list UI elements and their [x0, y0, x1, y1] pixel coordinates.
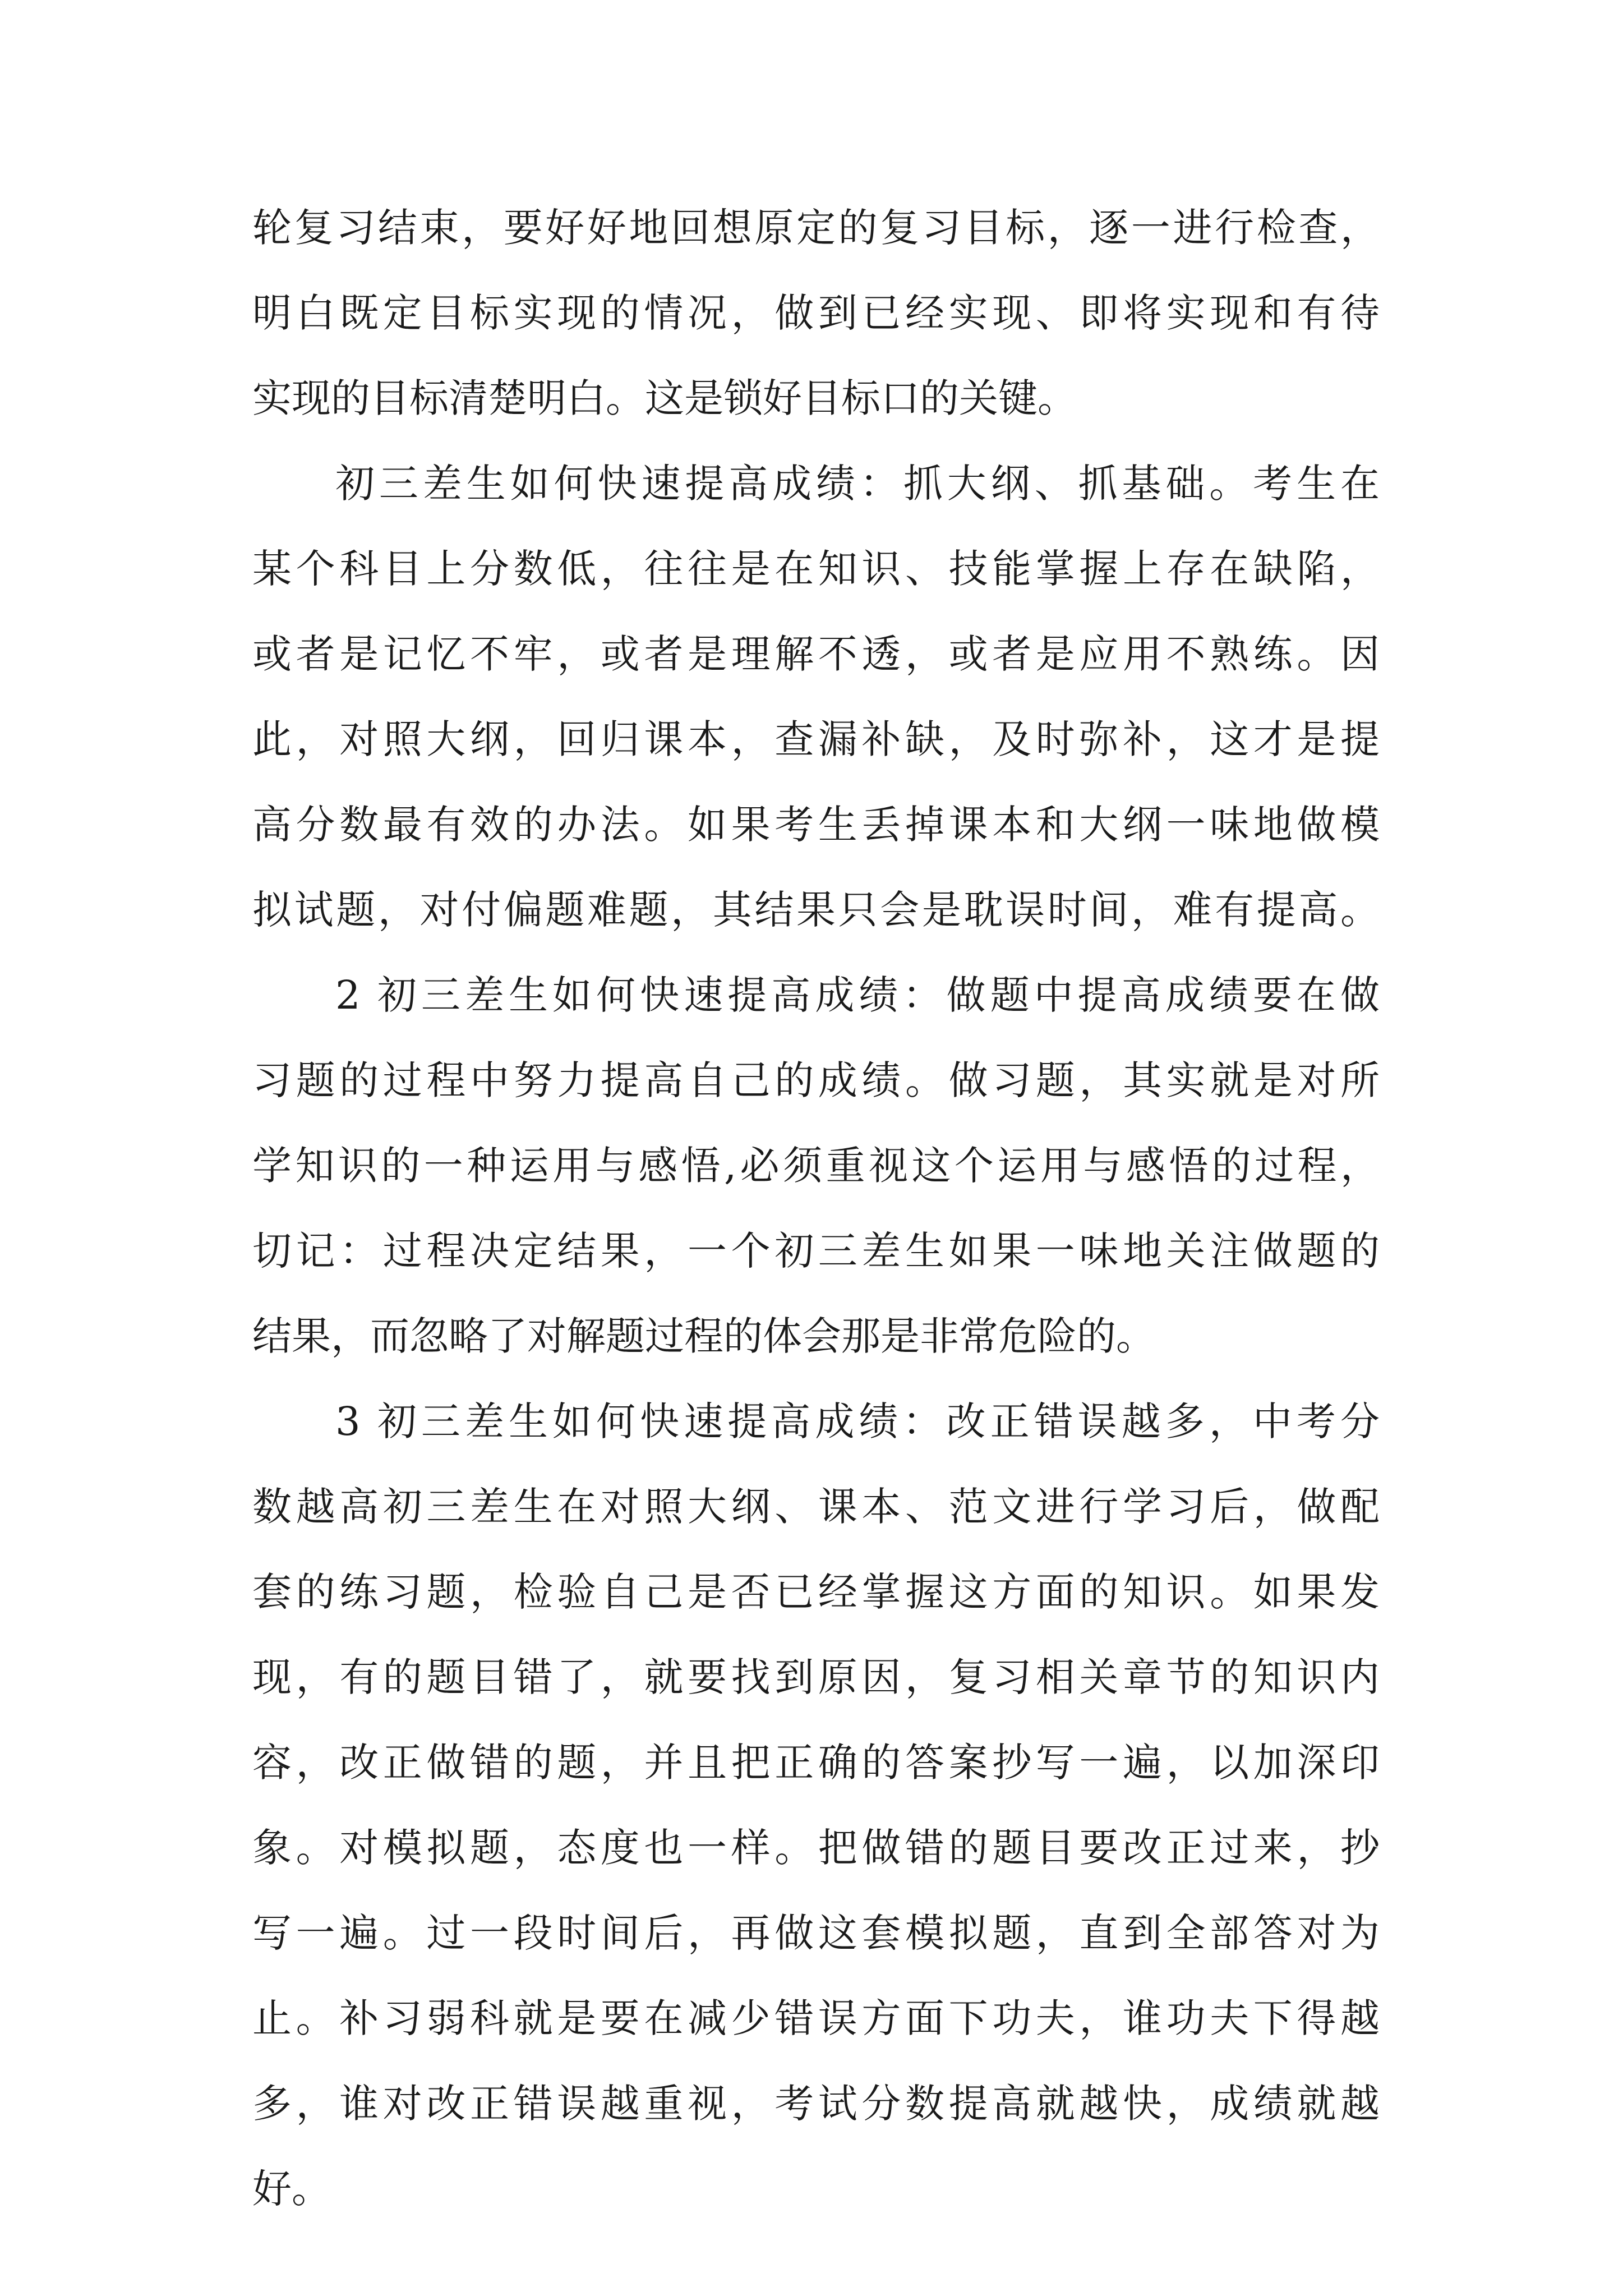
text-line: 明白既定目标实现的情况，做到已经实现、即将实现和有待 — [252, 290, 1380, 336]
text-line: 多，谁对改正错误越重视，考试分数提高就越快，成绩就越 — [252, 2081, 1380, 2127]
text-line: 容，改正做错的题，并且把正确的答案抄写一遍，以加深印 — [252, 1740, 1380, 1786]
text-line: 习题的过程中努力提高自己的成绩。做习题，其实就是对所 — [252, 1057, 1380, 1103]
text-line: 切记：过程决定结果，一个初三差生如果一味地关注做题的 — [252, 1228, 1380, 1274]
text-line: 结果，而忽略了对解题过程的体会那是非常危险的。 — [252, 1313, 1155, 1359]
text-line: 拟试题，对付偏题难题，其结果只会是耽误时间，难有提高。 — [252, 887, 1380, 933]
text-line: 写一遍。过一段时间后，再做这套模拟题，直到全部答对为 — [252, 1910, 1380, 1956]
text-line: 学知识的一种运用与感悟,必须重视这个运用与感悟的过程， — [252, 1143, 1380, 1189]
text-line: 数越高初三差生在对照大纲、课本、范文进行学习后，做配 — [252, 1484, 1380, 1530]
text-line: 现，有的题目错了，就要找到原因，复习相关章节的知识内 — [252, 1654, 1380, 1700]
text-line: 止。补习弱科就是要在减少错误方面下功夫，谁功夫下得越 — [252, 1995, 1380, 2041]
paragraph-start-line: 初三差生如何快速提高成绩：抓大纲、抓基础。考生在 — [335, 461, 1380, 507]
text-line: 象。对模拟题，态度也一样。把做错的题目要改正过来，抄 — [252, 1825, 1380, 1871]
text-line: 实现的目标清楚明白。这是锁好目标口的关键。 — [252, 375, 1077, 421]
text-line: 好。 — [252, 2166, 331, 2212]
text-line: 某个科目上分数低，往往是在知识、技能掌握上存在缺陷， — [252, 546, 1380, 592]
paragraph-start-line: 3 初三差生如何快速提高成绩：改正错误越多，中考分 — [335, 1398, 1380, 1444]
text-line: 套的练习题，检验自己是否已经掌握这方面的知识。如果发 — [252, 1569, 1380, 1615]
text-line: 此，对照大纲，回归课本，查漏补缺，及时弥补，这才是提 — [252, 716, 1380, 762]
text-line: 轮复习结束，要好好地回想原定的复习目标，逐一进行检查， — [252, 205, 1380, 251]
paragraph-start-line: 2 初三差生如何快速提高成绩：做题中提高成绩要在做 — [335, 972, 1380, 1018]
document-body — [252, 185, 1380, 2231]
text-line: 高分数最有效的办法。如果考生丢掉课本和大纲一味地做模 — [252, 802, 1380, 848]
text-line: 或者是记忆不牢，或者是理解不透，或者是应用不熟练。因 — [252, 631, 1380, 677]
